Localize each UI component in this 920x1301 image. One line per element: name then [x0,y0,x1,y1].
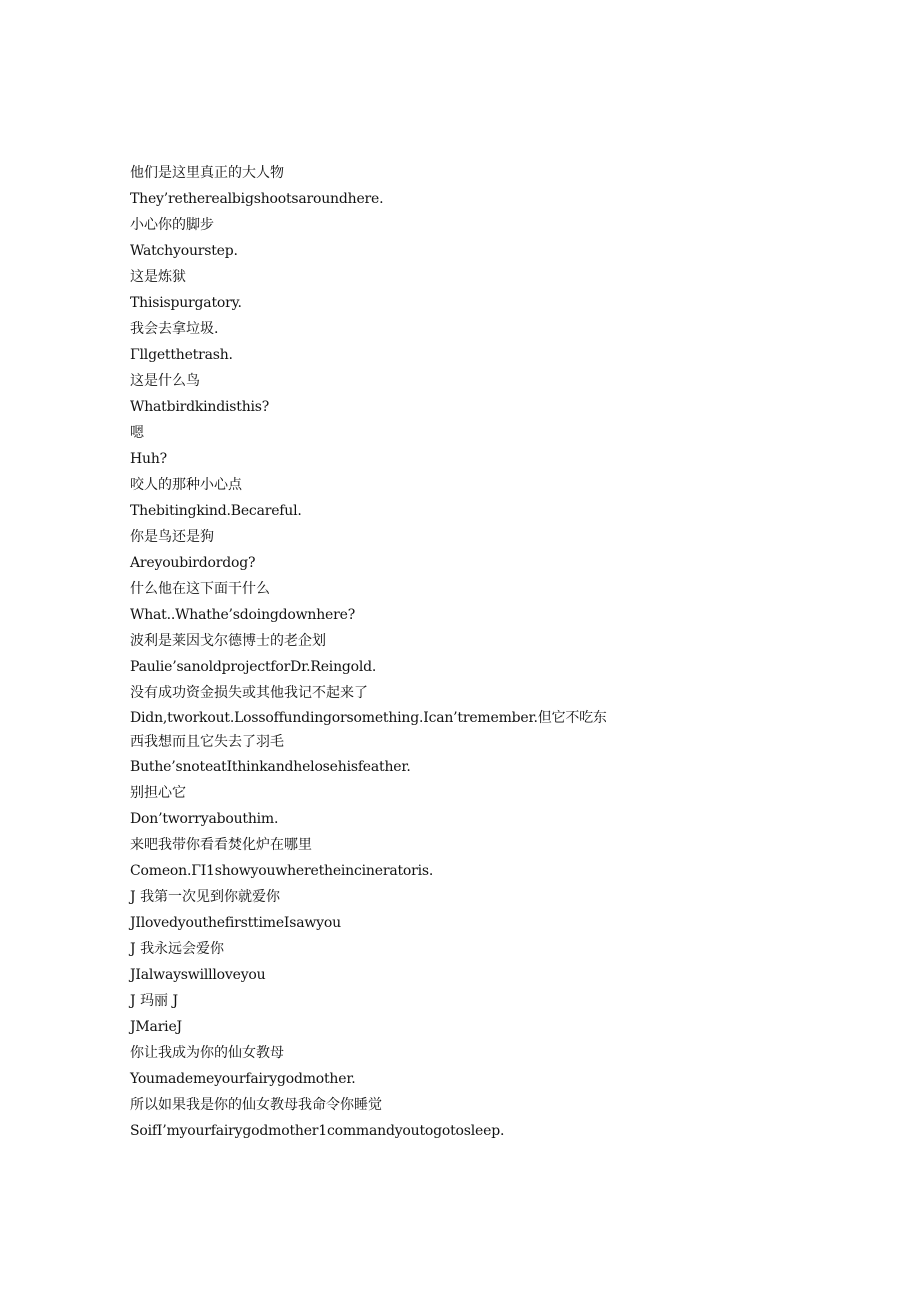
text-line-zh: 他们是这里真正的大人物 [130,165,284,181]
text-line-en: Paulie’sanoldprojectforDr.Reingold. [130,659,377,675]
text-line-zh: 波利是莱因戈尔德博士的老企划 [130,633,326,649]
text-line-zh: 我会去拿垃圾. [130,321,219,337]
text-line-en: Didn,tworkout.Lossoffundingorsomething.Ican’tremember.但它不吃东 [130,710,607,726]
text-line-zh: 这是什么鸟 [130,373,200,389]
text-line-en: Γllgetthetrash. [130,347,233,363]
text-line-zh: 什么他在这下面干什么 [130,581,270,597]
text-line-en: JMarieJ [130,1019,182,1035]
text-line-zh: 你让我成为你的仙女教母 [130,1045,284,1061]
text-line-en: Areyoubirdordog? [130,555,256,571]
text-line-en: Comeon.ΓI1showyouwheretheincineratoris. [130,863,434,879]
text-line-en: Thebitingkind.Becareful. [130,503,302,519]
text-line-zh: J 我永远会爱你 [130,941,225,957]
text-line-en: Thisispurgatory. [130,295,242,311]
text-line-zh: 来吧我带你看看焚化炉在哪里 [130,837,312,853]
text-line-en: Watchyourstep. [130,243,238,259]
text-line-en: JIalwayswillloveyou [130,967,266,983]
text-line-zh: 咬人的那种小心点 [130,477,242,493]
text-line-zh: 小心你的脚步 [130,217,214,233]
text-line-zh: 西我想而且它失去了羽毛 [130,734,284,750]
text-line-zh: 没有成功资金损失或其他我记不起来了 [130,685,368,701]
text-line-zh: 嗯 [130,425,144,441]
text-line-zh: 所以如果我是你的仙女教母我命令你睡觉 [130,1097,382,1113]
text-line-en: Huh? [130,451,167,467]
text-line-zh: J 玛丽 J [130,993,179,1009]
text-line-en: Don’tworryabouthim. [130,811,279,827]
text-line-en: SoifI’myourfairygodmother1commandyoutogotosleep. [130,1123,505,1139]
text-line-en: JIlovedyouthefirsttimeIsawyou [130,915,341,931]
text-line-en: Buthe’snoteatIthinkandhelosehisfeather. [130,759,411,775]
document-page [130,160,830,1144]
text-line-zh: 这是炼狱 [130,269,186,285]
text-line-zh: J 我第一次见到你就爱你 [130,889,281,905]
text-line-zh: 别担心它 [130,785,186,801]
text-line-zh: 你是鸟还是狗 [130,529,214,545]
text-line-en: What..Whathe’sdoingdownhere? [130,607,356,623]
text-line-en: They’retherealbigshootsaroundhere. [130,191,384,207]
text-line-en: Whatbirdkindisthis? [130,399,270,415]
text-line-en: Youmademeyourfairygodmother. [130,1071,356,1087]
